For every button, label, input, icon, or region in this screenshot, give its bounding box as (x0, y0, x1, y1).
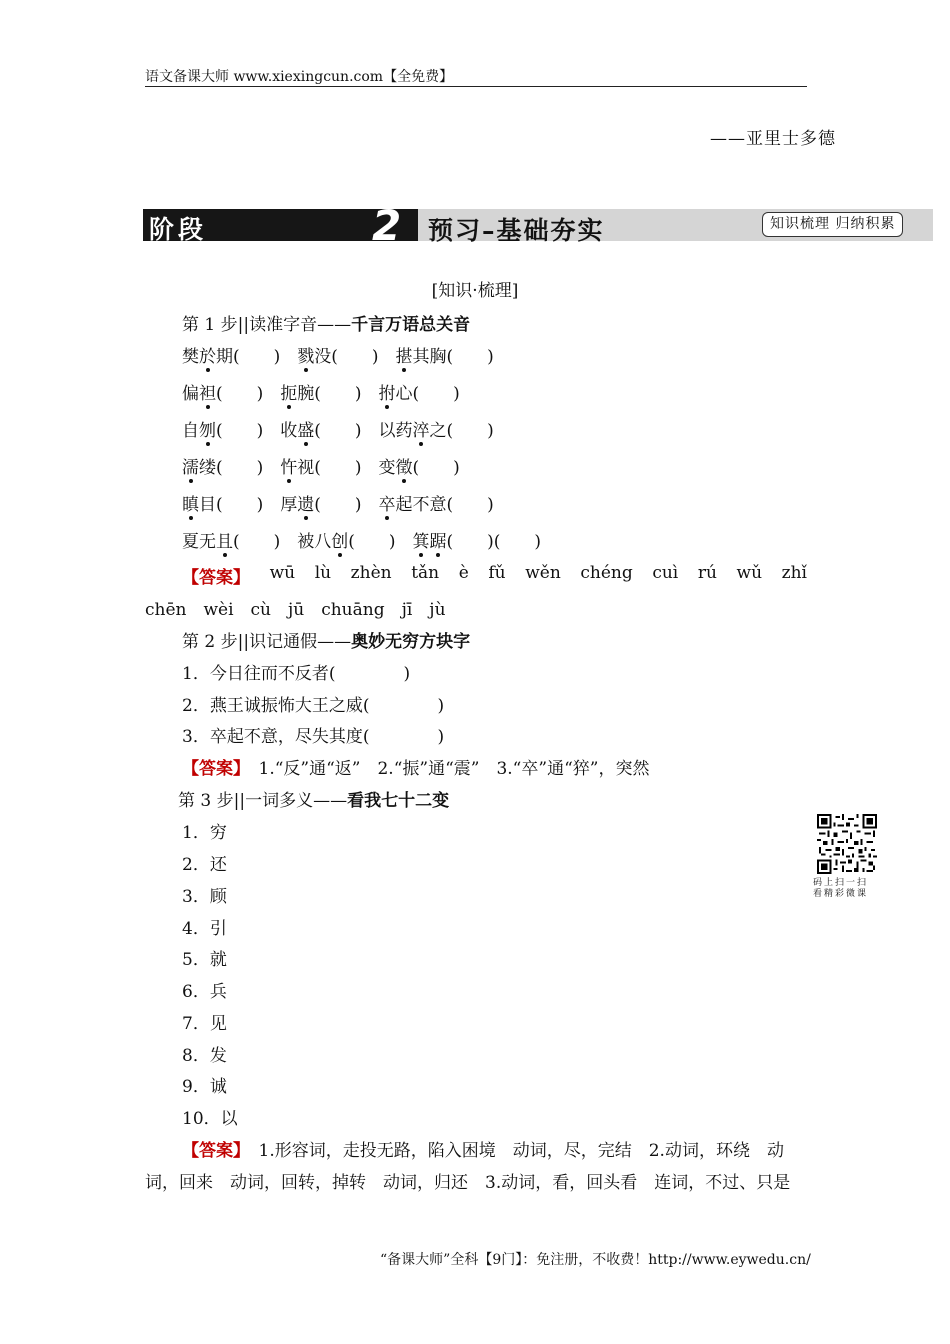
banner-number: 2 (372, 201, 402, 250)
step3-item: 9．诚 (182, 1077, 227, 1097)
qr-caption: 看精彩微课 (813, 889, 869, 899)
answer-label: 【答案】 (182, 568, 250, 588)
pinyin: cuì (652, 563, 679, 583)
step3-heading (178, 786, 449, 811)
step3-item: 3．顾 (182, 887, 227, 907)
pinyin: è (458, 563, 469, 583)
step3-item: 2．还 (182, 855, 227, 875)
pinyin: wěn (525, 563, 561, 583)
step1-row: 偏袒( ) 扼腕( ) 拊心( ) (182, 384, 460, 404)
answer-label: 【答案】 (182, 1141, 242, 1161)
step1-row: 夏无且( ) 被八创( ) 箕踞( )( ) (182, 532, 542, 552)
step1-heading-label: 第 1 步||读准字音—— (182, 315, 352, 335)
banner-title: 预习–基础夯实 (428, 216, 605, 245)
pinyin: fǔ (488, 563, 506, 583)
header-rule (145, 86, 807, 87)
step3-answer-line1 (182, 1136, 784, 1161)
step1-row: 濡缕( ) 忤视( ) 变徵( ) (182, 458, 460, 478)
step3-heading-label: 第 3 步||一词多义—— (178, 791, 348, 811)
quote-attribution: ——亚里士多德 (710, 129, 836, 149)
step1-row: 樊於期( ) 戮没( ) 揕其胸( ) (182, 347, 494, 367)
banner-tag: 知识梳理 归纳积累 (762, 212, 903, 237)
stage-banner (143, 201, 933, 250)
pinyin: zhèn (350, 563, 392, 583)
step1-row: 瞋目( ) 厚遗( ) 卒起不意( ) (182, 495, 494, 515)
qr-caption: 码上扫一扫 (813, 878, 869, 888)
pinyin: tǎn (411, 563, 440, 583)
page-footer: “备课大师”全科【9门】：免注册，不收费！http://www.eywedu.cn/ (380, 1252, 811, 1268)
step3-heading-emphasis: 看我七十二变 (347, 791, 450, 811)
pinyin: chéng (580, 563, 633, 583)
step3-item: 4．引 (182, 919, 227, 939)
section-title: [知识·梳理] (431, 281, 519, 301)
pinyin: wǔ (736, 563, 763, 583)
step3-item: 10．以 (182, 1109, 238, 1129)
step2-heading (182, 627, 470, 652)
step3-answer-line2: 词，回来 动词，回转，掉转 动词，归还 3.动词，看，回头看 连词，不过、只是 (145, 1173, 791, 1193)
pinyin: zhǐ (781, 563, 807, 583)
step3-item: 1．穷 (182, 823, 227, 843)
pinyin: rú (697, 563, 717, 583)
step1-answer-line1 (182, 563, 807, 588)
step2-answer (182, 754, 649, 779)
step2-item: 3．卒起不意，尽失其度( ) (182, 727, 445, 747)
answer-text: 1.“反”通“返” 2.“振”通“震” 3.“卒”通“猝”，突然 (258, 759, 650, 779)
step1-heading (182, 310, 470, 335)
pinyin: wū (269, 563, 296, 583)
page-header: 语文备课大师 www.xiexingcun.com【全免费】 (145, 69, 454, 85)
answer-text: 1.形容词，走投无路，陷入困境 动词，尽，完结 2.动词，环绕 动 (258, 1141, 784, 1161)
step3-item: 8．发 (182, 1046, 227, 1066)
answer-label: 【答案】 (182, 759, 242, 779)
step3-item: 5．就 (182, 950, 227, 970)
banner-prefix: 阶段 (149, 215, 208, 244)
pinyin: lù (314, 563, 332, 583)
step1-answer-line2: chēn wèi cù jū chuāng jī jù (145, 600, 446, 620)
step3-item: 7．见 (182, 1014, 227, 1034)
qr-code-icon (817, 814, 877, 874)
step2-item: 2．燕王诚振怖大王之威( ) (182, 696, 445, 716)
step3-item: 6．兵 (182, 982, 227, 1002)
step1-heading-emphasis: 千言万语总关音 (351, 315, 471, 335)
step1-row: 自刎( ) 收盛( ) 以药淬之( ) (182, 421, 494, 441)
step2-heading-emphasis: 奥妙无穷方块字 (351, 632, 471, 652)
step2-item: 1．今日往而不反者( ) (182, 664, 411, 684)
step2-heading-label: 第 2 步||识记通假—— (182, 632, 352, 652)
